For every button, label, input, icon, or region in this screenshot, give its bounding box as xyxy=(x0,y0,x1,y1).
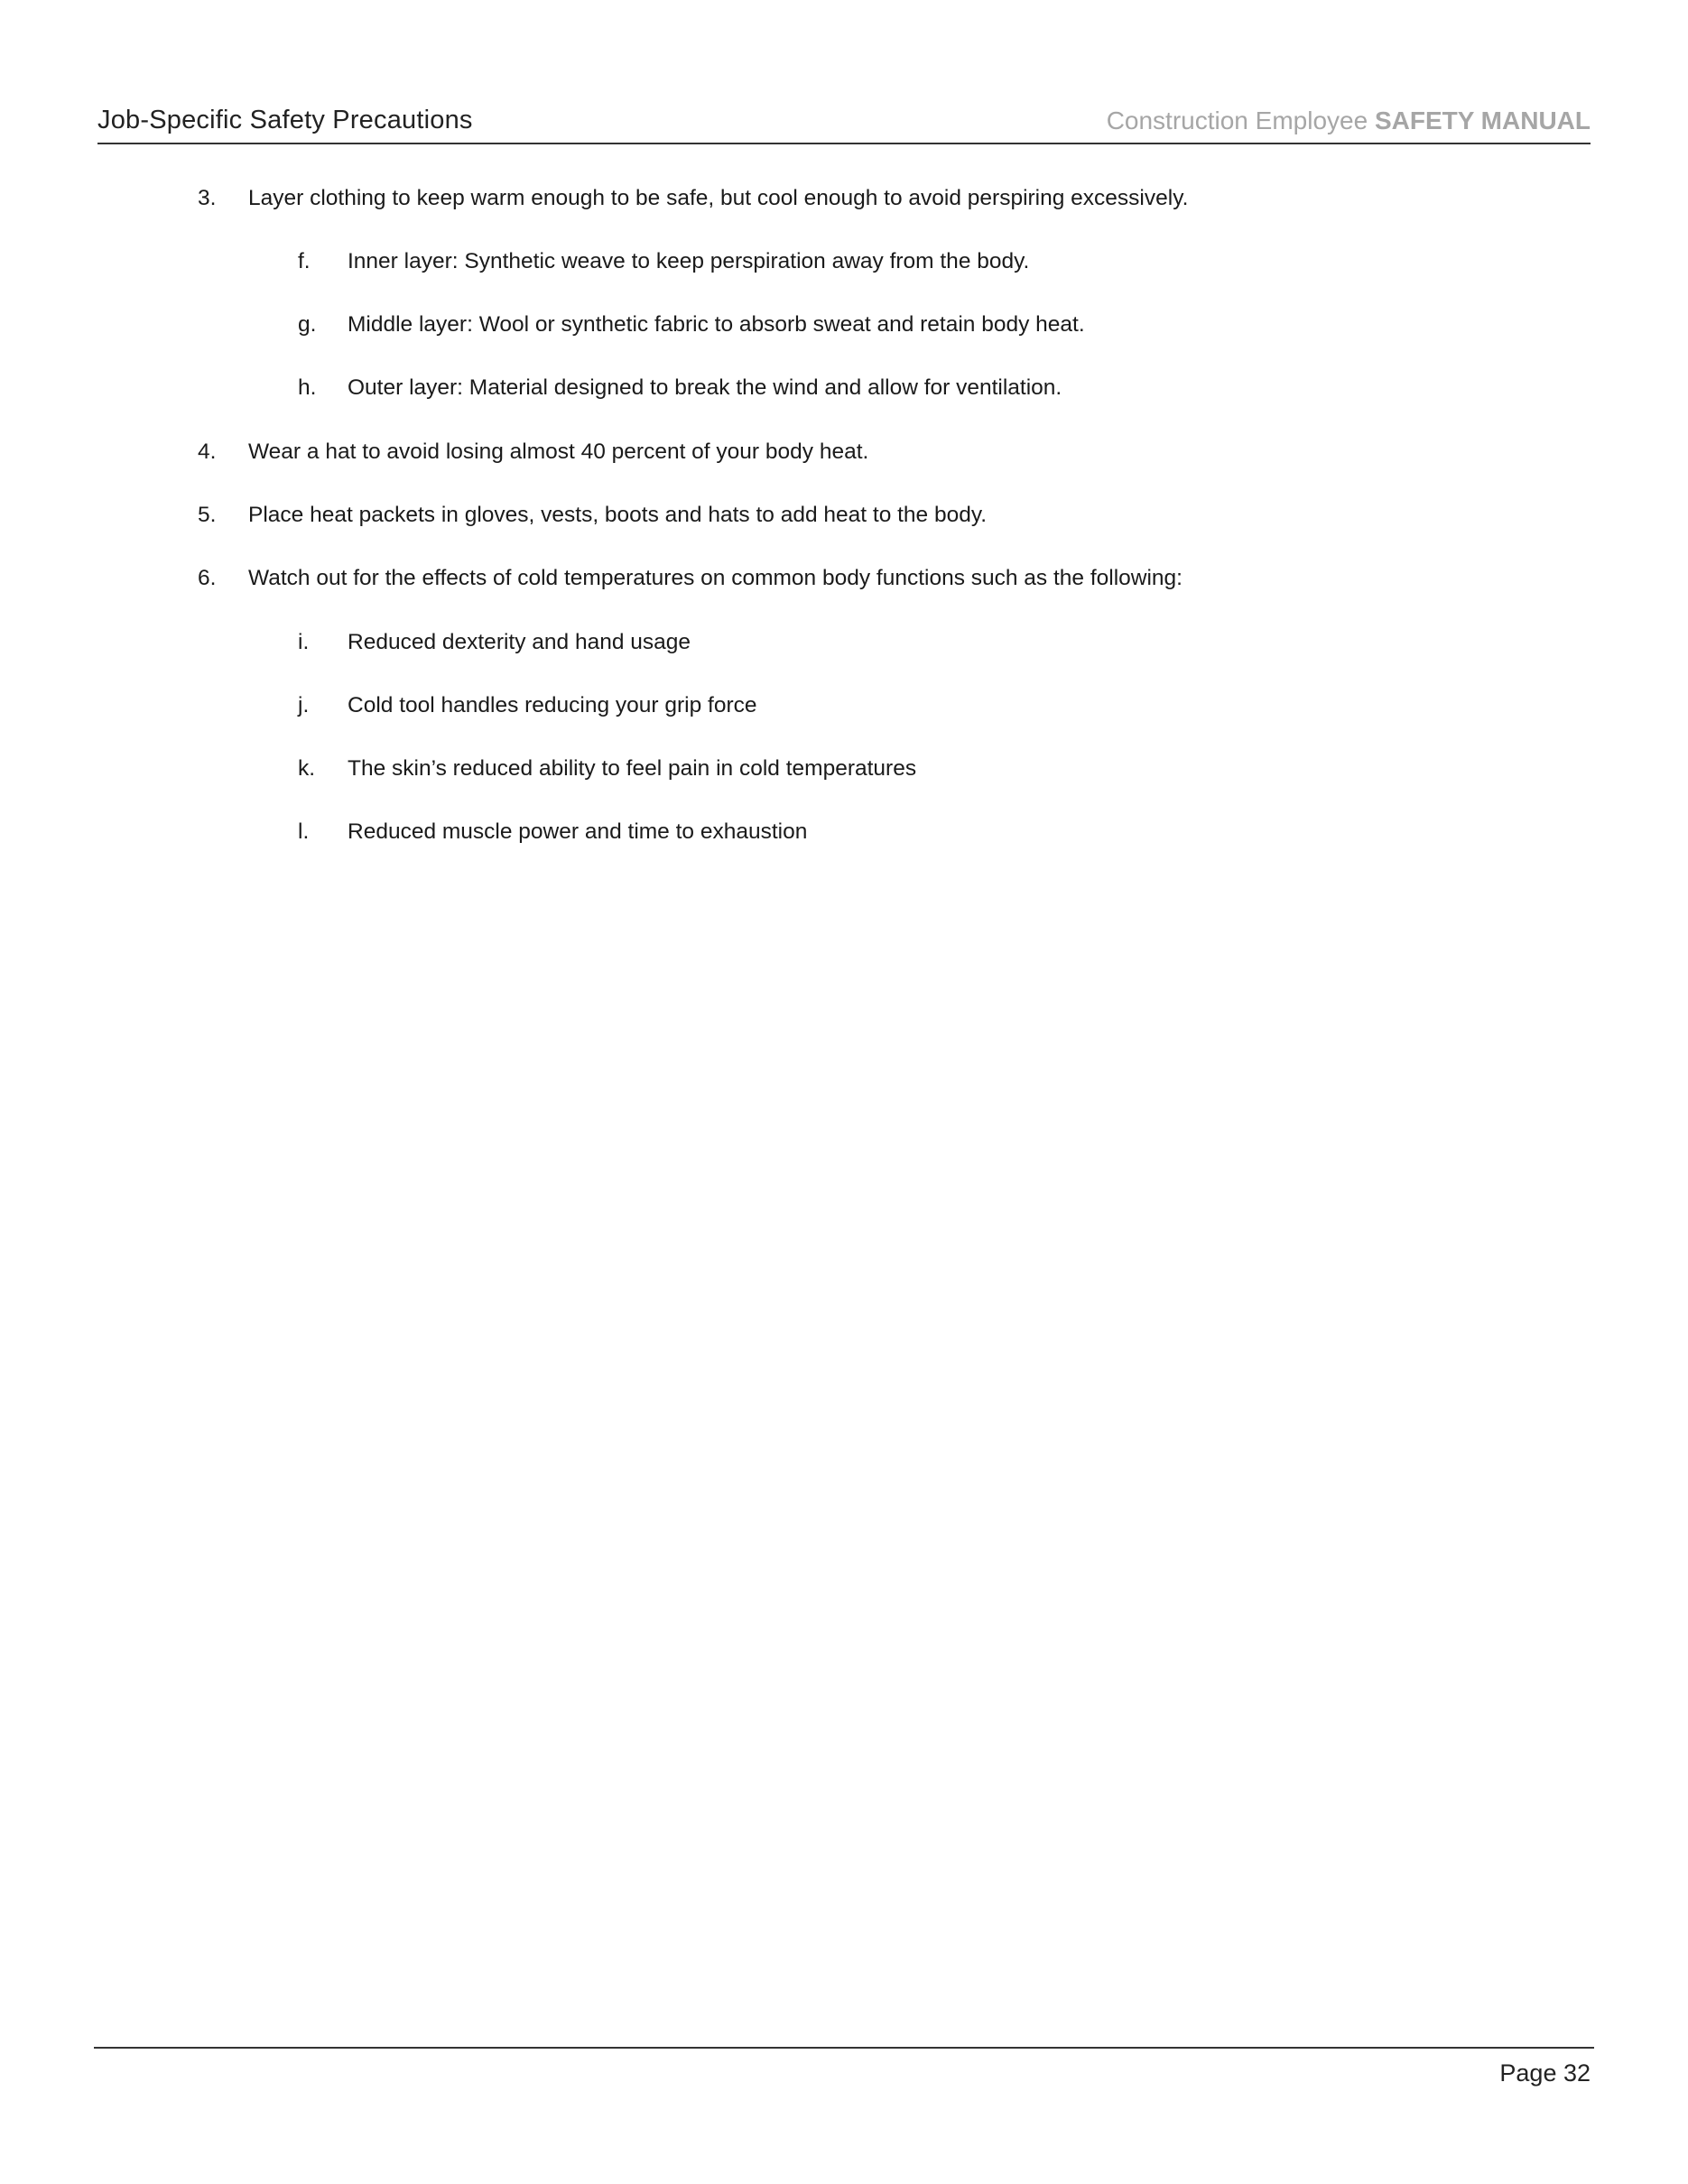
list-item-number: 3. xyxy=(198,186,217,210)
list-item-number: g. xyxy=(298,312,317,337)
list-item-text: Outer layer: Material designed to break the wind and allow for ventilation. xyxy=(348,375,1062,400)
list-item-text: Middle layer: Wool or synthetic fabric to absorb sweat and retain body heat. xyxy=(348,312,1085,337)
list-item-number: 5. xyxy=(198,503,217,527)
list-item-text: Place heat packets in gloves, vests, boots and hats to add heat to the body. xyxy=(248,503,988,527)
page-header xyxy=(97,97,1591,144)
manual-title-bold: SAFETY MANUAL xyxy=(1374,106,1591,134)
list-item-number: i. xyxy=(298,630,310,654)
list-item-text: Inner layer: Synthetic weave to keep perspiration away from the body. xyxy=(348,249,1030,273)
list-item-text: Layer clothing to keep warm enough to be safe, but cool enough to avoid perspiring excessively. xyxy=(248,186,1189,210)
list-item-text: Cold tool handles reducing your grip force xyxy=(348,693,757,717)
list-item-number: j. xyxy=(298,693,310,717)
list-item-text: The skin’s reduced ability to feel pain in cold temperatures xyxy=(348,756,917,781)
footer-divider xyxy=(94,2047,1594,2049)
list-item-number: l. xyxy=(298,819,310,844)
page-number: Page 32 xyxy=(1499,2059,1591,2087)
list-item-text: Reduced dexterity and hand usage xyxy=(348,630,691,654)
list-item-number: k. xyxy=(298,756,316,781)
list-item-number: f. xyxy=(298,249,311,273)
list-item-text: Wear a hat to avoid losing almost 40 percent of your body heat. xyxy=(248,440,869,464)
list-item-number: 4. xyxy=(198,440,217,464)
manual-title-light: Construction Employee xyxy=(1106,106,1368,134)
list-item-text: Reduced muscle power and time to exhaustion xyxy=(348,819,808,844)
list-item-number: 6. xyxy=(198,566,217,590)
list-item-number: h. xyxy=(298,375,317,400)
manual-title xyxy=(1107,106,1591,135)
list-item-text: Watch out for the effects of cold temperatures on common body functions such as the following: xyxy=(248,566,1183,590)
section-title: Job-Specific Safety Precautions xyxy=(97,106,473,134)
